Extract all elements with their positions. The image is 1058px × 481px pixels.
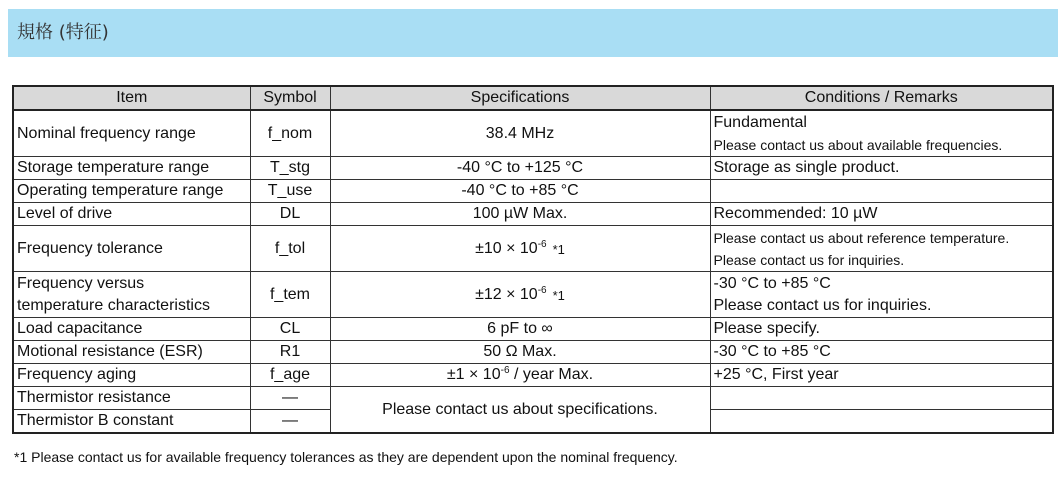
item-cell: Level of drive (13, 203, 250, 226)
symbol-cell: DL (250, 203, 330, 226)
item-cell: Load capacitance (13, 318, 250, 341)
header-conditions: Conditions / Remarks (710, 86, 1053, 110)
item-cell: Storage temperature range (13, 157, 250, 180)
item-cell: Frequency tolerance (13, 226, 250, 272)
conditions-cell: Please specify. (710, 318, 1053, 341)
spec-cell: 6 pF to ∞ (330, 318, 710, 341)
conditions-cell (710, 410, 1053, 434)
spec-cell: $\pm 10 \times 10^{-6}$ *1 (330, 226, 710, 272)
section-header (8, 9, 1058, 57)
table-row (13, 318, 1053, 341)
item-cell: Thermistor resistance (13, 387, 250, 410)
conditions-cell: Storage as single product. (710, 157, 1053, 180)
spec-cell: 50 Ω Max. (330, 341, 710, 364)
table-row (13, 387, 1053, 410)
spec-cell: $\pm 12 \times 10^{-6}$ *1 (330, 272, 710, 318)
table-row (13, 157, 1053, 180)
conditions-cell: +25 °C, First year (710, 364, 1053, 387)
table-row (13, 110, 1053, 157)
symbol-cell: f_tol (250, 226, 330, 272)
conditions-cell: Please contact us about reference temperature. Please contact us for inquiries. (710, 226, 1053, 272)
item-cell: Operating temperature range (13, 180, 250, 203)
symbol-cell: T_use (250, 180, 330, 203)
conditions-cell: Recommended: 10 µW (710, 203, 1053, 226)
item-cell: Motional resistance (ESR) (13, 341, 250, 364)
symbol-cell: — (250, 387, 330, 410)
conditions-cell (710, 180, 1053, 203)
symbol-cell: CL (250, 318, 330, 341)
spec-cell: -40 °C to +85 °C (330, 180, 710, 203)
header-item: Item (13, 86, 250, 110)
conditions-cell: Fundamental Please contact us about available frequencies. (710, 110, 1053, 157)
spec-cell: 38.4 MHz (330, 110, 710, 157)
item-cell: Frequency aging (13, 364, 250, 387)
table-row (13, 226, 1053, 272)
symbol-cell: R1 (250, 341, 330, 364)
spec-table (12, 85, 1054, 434)
symbol-cell: f_age (250, 364, 330, 387)
item-cell: Thermistor B constant (13, 410, 250, 434)
table-row (13, 180, 1053, 203)
table-row (13, 341, 1053, 364)
section-title: 規格 (特征) (17, 22, 109, 43)
header-symbol: Symbol (250, 86, 330, 110)
symbol-cell: f_tem (250, 272, 330, 318)
conditions-cell (710, 387, 1053, 410)
merged-spec-cell: Please contact us about specifications. (330, 387, 710, 434)
table-row (13, 364, 1053, 387)
symbol-cell: T_stg (250, 157, 330, 180)
conditions-cell: -30 °C to +85 °C (710, 341, 1053, 364)
spec-cell: -40 °C to +125 °C (330, 157, 710, 180)
symbol-cell: f_nom (250, 110, 330, 157)
spec-cell: $\pm 1 \times 10^{-6}$ / year Max. (330, 364, 710, 387)
item-cell: Frequency versus temperature characteristics (13, 272, 250, 318)
conditions-cell: -30 °C to +85 °C Please contact us for inquiries. (710, 272, 1053, 318)
footnote: *1 Please contact us for available frequency tolerances as they are dependent upon the nominal frequency. (14, 449, 678, 465)
item-cell: Nominal frequency range (13, 110, 250, 157)
symbol-cell: — (250, 410, 330, 434)
header-specifications: Specifications (330, 86, 710, 110)
table-header-row (13, 86, 1053, 110)
table-row (13, 203, 1053, 226)
spec-cell: 100 µW Max. (330, 203, 710, 226)
table-row (13, 272, 1053, 318)
